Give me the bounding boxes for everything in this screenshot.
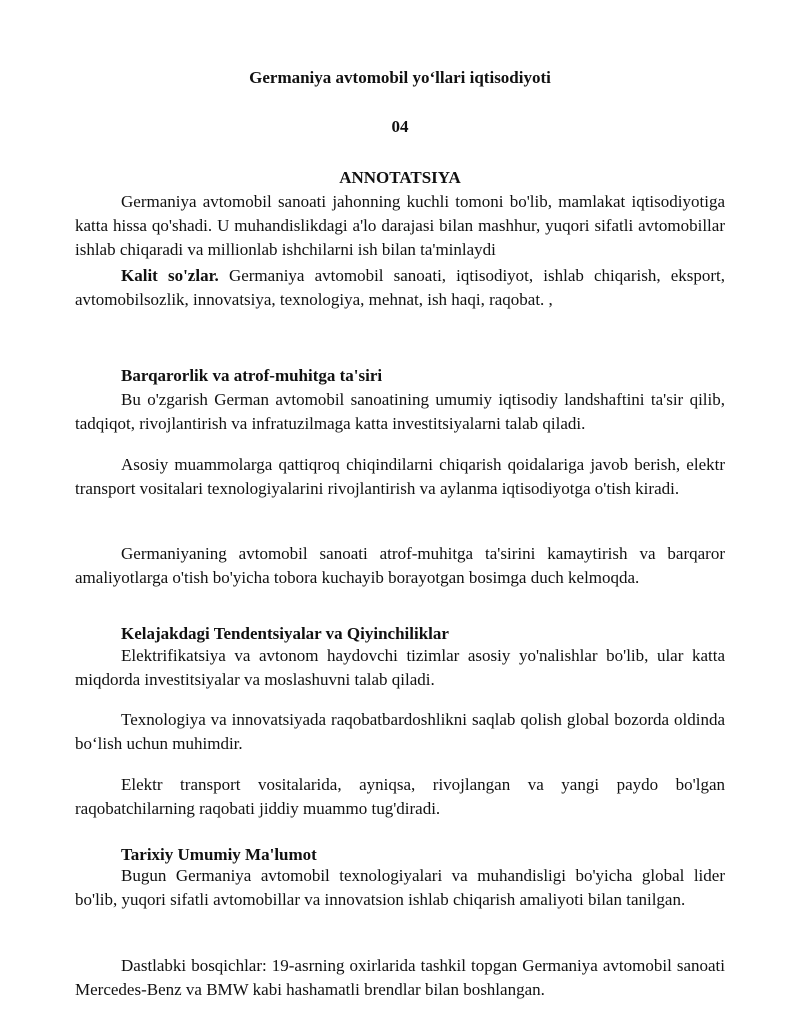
section-heading-history: Tarixiy Umumiy Ma'lumot <box>121 845 317 864</box>
section-paragraph: Bu o'zgarish German avtomobil sanoatining umumiy iqtisodiy landshaftini ta'sir qilib, tadqiqot, rivojlantirish va infratuzilmaga katta investitsiyalarni talab qiladi. <box>75 390 725 433</box>
document-number: 04 <box>391 117 409 136</box>
section-paragraph: Bugun Germaniya avtomobil texnologiyalari va muhandisligi bo'yicha global lider bo'lib, yuqori sifatli avtomobillar va innovatsion ishlab chiqarish amaliyoti bilan tanilgan. <box>75 866 725 909</box>
section-paragraph: Asosiy muammolarga qattiqroq chiqindilarni chiqarish qoidalariga javob berish, elektr transport vositalari texnologiyalarini rivojlantirish va aylanma iqtisodiyotga o'tish kiradi. <box>75 455 725 498</box>
section-paragraph: Texnologiya va innovatsiyada raqobatbardoshlikni saqlab qolish global bozorda oldinda bo‘lish uchun muhimdir. <box>75 710 725 753</box>
section-paragraph: Germaniyaning avtomobil sanoati atrof-muhitga ta'sirini kamaytirish va barqaror amaliyotlarga o'tish bo'yicha tobora kuchayib borayotgan bosimga duch kelmoqda. <box>75 544 725 587</box>
keywords-text: Germaniya avtomobil sanoati, iqtisodiyot, ishlab chiqarish, eksport, avtomobilsozlik, innovatsiya, texnologiya, mehnat, ish haqi, raqobat. , <box>75 266 725 309</box>
section-paragraph: Dastlabki bosqichlar: 19-asrning oxirlarida tashkil topgan Germaniya avtomobil sanoati Mercedes-Benz va BMW kabi hashamatli brendlar bilan boshlangan. <box>75 956 725 999</box>
section-heading-sustainability: Barqarorlik va atrof-muhitga ta'siri <box>121 366 383 385</box>
annotation-heading: ANNOTATSIYA <box>339 168 461 187</box>
document-title: Germaniya avtomobil yo‘llari iqtisodiyoti <box>249 68 551 87</box>
section-paragraph: Elektrifikatsiya va avtonom haydovchi tizimlar asosiy yo'nalishlar bo'lib, ular katta miqdorda investitsiyalar va moslashuvni talab qiladi. <box>75 646 725 689</box>
keywords-label: Kalit so'zlar. <box>121 266 219 285</box>
section-paragraph: Elektr transport vositalarida, ayniqsa, rivojlangan va yangi paydo bo'lgan raqobatchilarning raqobati jiddiy muammo tug'diradi. <box>75 775 725 818</box>
section-heading-future-trends: Kelajakdagi Tendentsiyalar va Qiyinchiliklar <box>121 624 449 643</box>
annotation-paragraph: Germaniya avtomobil sanoati jahonning kuchli tomoni bo'lib, mamlakat iqtisodiyotiga katta hissa qo'shadi. U muhandislikdagi a'lo darajasi bilan mashhur, yuqori sifatli avtomobillar ishlab chiqaradi va millionlab ishchilarni ish bilan ta'minlaydi <box>75 192 725 259</box>
keywords-paragraph <box>75 264 725 312</box>
